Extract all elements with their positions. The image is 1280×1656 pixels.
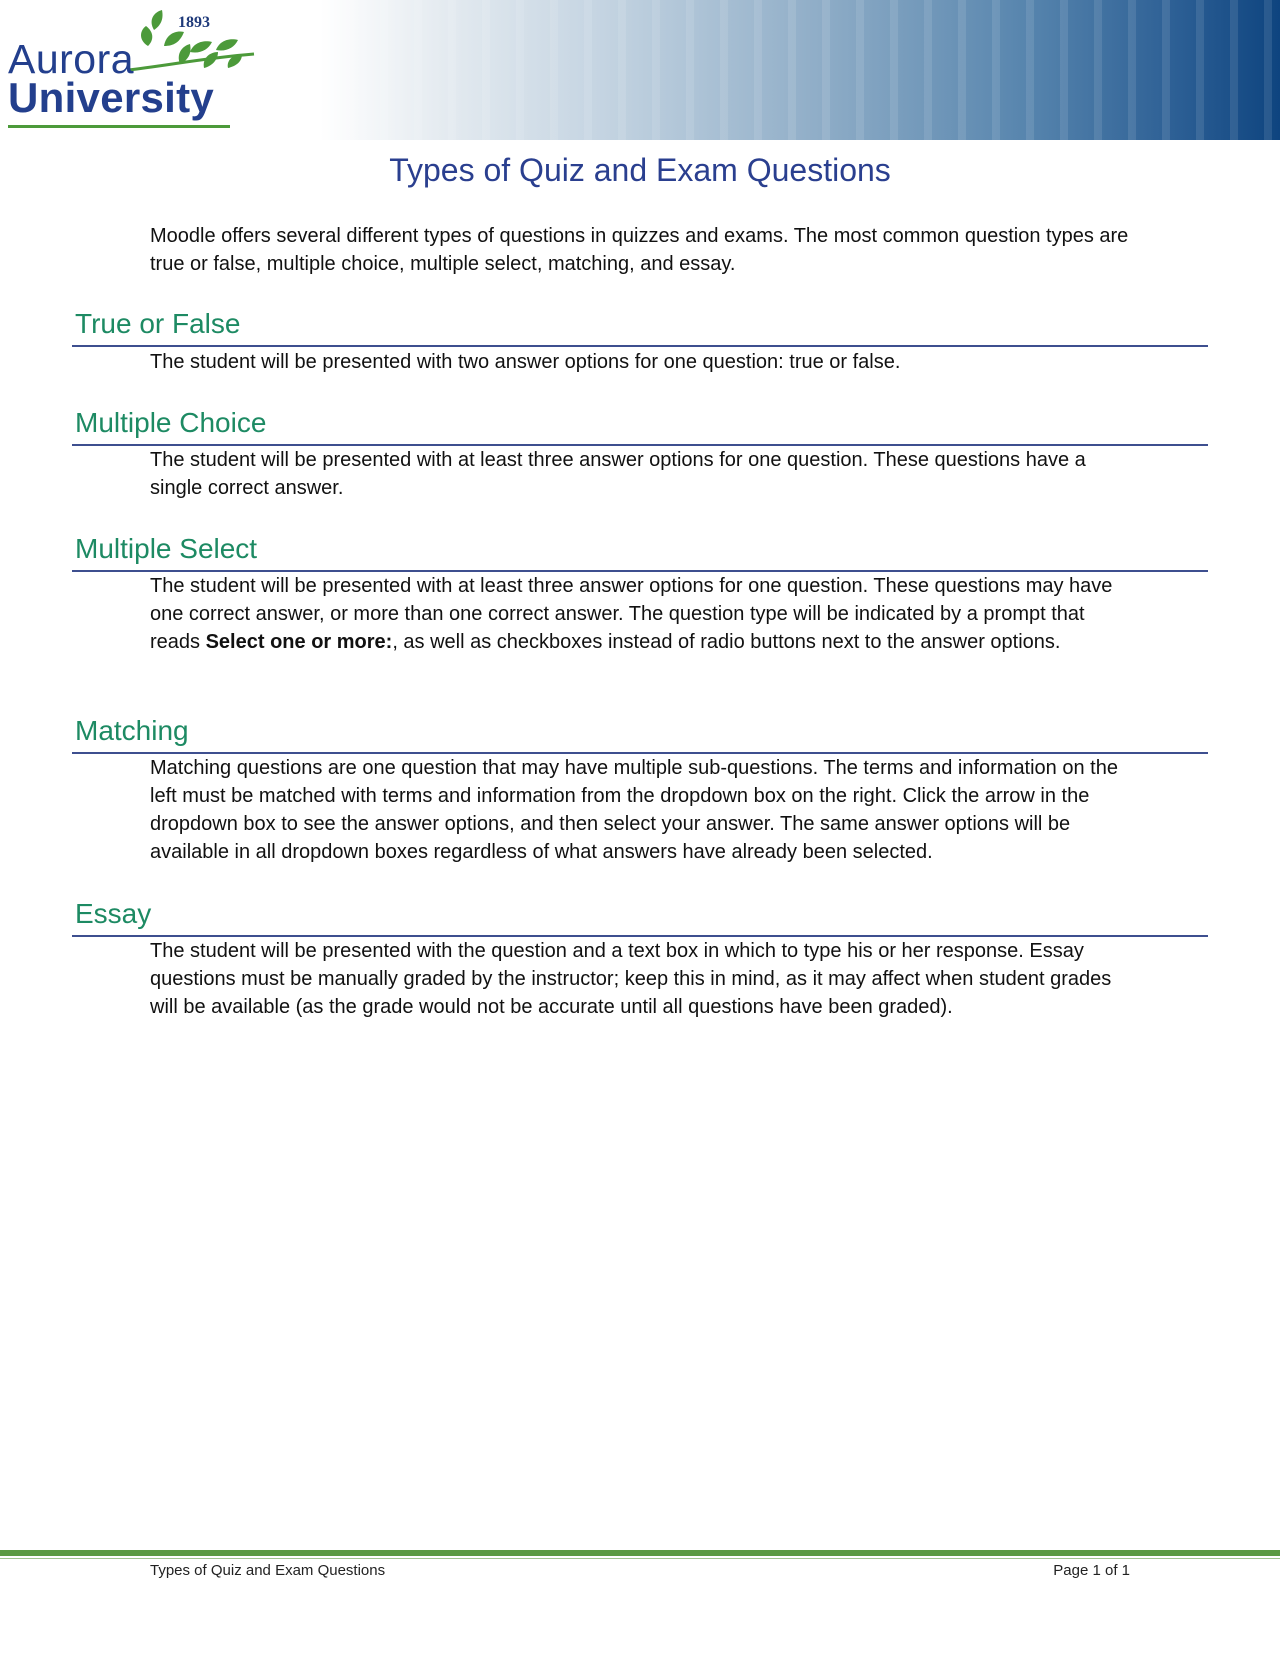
section-heading-true-false: True or False (75, 308, 241, 339)
section-text-essay: The student will be presented with the question and a text box in which to type his or her response. Essay questions must be manually graded by the instructor; keep this in mind, as it may affect when student grades will be available (as the grade would not be accurate until all questions have been graded). (150, 940, 1112, 1018)
section-heading-essay: Essay (75, 898, 152, 929)
page-title (0, 152, 1280, 189)
section-text-multiple-choice: The student will be presented with at least three answer options for one question. These questions have a single correct answer. (150, 449, 1086, 499)
banner-gradient (320, 0, 1280, 140)
footer-page-number: Page 1 of 1 (1053, 1562, 1130, 1579)
logo-wordmark-aurora: Aurora (8, 36, 135, 82)
logo-underline (8, 125, 230, 128)
section-text-true-false: The student will be presented with two answer options for one question: true or false. (150, 351, 901, 373)
section-heading-multiple-choice: Multiple Choice (75, 407, 267, 438)
section-text-matching: Matching questions are one question that may have multiple sub-questions. The terms and information on the left must be matched with terms and information from the dropdown box on the right. Click the arrow in the dropdown box to see the answer options, and then select your answer. The same answer options will be available in all dropdown boxes regardless of what answers have already been selected. (150, 757, 1118, 863)
section-divider (72, 345, 1208, 347)
footer-rule-thin (0, 1558, 1280, 1559)
footer-rule (0, 1550, 1280, 1556)
multiple-select-text-end: , as well as checkboxes instead of radio buttons next to the answer options. (392, 631, 1061, 653)
page-title-text: Types of Quiz and Exam Questions (389, 152, 891, 188)
multiple-select-prompt-bold: Select one or more: (205, 631, 393, 653)
section-text-multiple-select (150, 572, 1135, 656)
header-banner (0, 0, 1280, 140)
logo-year: 1893 (178, 14, 210, 31)
multiple-select-text-start: The student will be presented with at least three answer options for one question. These questions may have one correct answer, or more than one correct answer. The question type will be indicated by a prompt that reads (150, 575, 1113, 653)
logo-wordmark-university: University (8, 74, 215, 121)
footer-document-title: Types of Quiz and Exam Questions (150, 1562, 386, 1579)
section-heading-matching: Matching (75, 715, 189, 746)
section-heading-multiple-select: Multiple Select (75, 533, 258, 564)
intro-paragraph: Moodle offers several different types of questions in quizzes and exams. The most common question types are true or false, multiple choice, multiple select, matching, and essay. (150, 225, 1129, 275)
university-logo (6, 6, 256, 130)
